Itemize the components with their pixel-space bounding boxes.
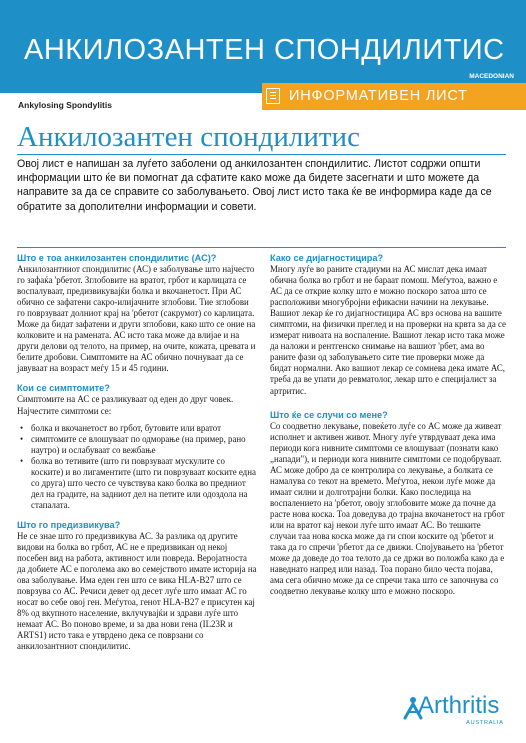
intro-divider <box>17 247 506 248</box>
section-body-what-is-as: Анкилозантниот спондилитис (АС) е заболување што најчесто го зафаќа 'рбетот. Зглобовите на вратот, грбот и карлицата се воспалуваат, предизвикувајќи болка и вкочанетост. При АС обично се зафатени сакро-илијачните зглобови. Тие зглобови го поврзуваат долниот крај на 'рбетот (сакрумот) со карлицата. Може да бидат зафатени и други зглобови, како што се оние на колковите и на рамената. АС исто така може да влијае и на други делови од телото, на пример, на очите, кожата, цревата и белите дробови. Симптомите на АС обично почнуваат да се јавуваат на возраст меѓу 15 и 45 години. <box>17 264 256 374</box>
logo-sub: AUSTRALIA <box>466 720 504 726</box>
title-divider <box>17 154 506 155</box>
section-body-diagnosis: Многу луѓе во раните стадиуми на АС мислат дека имаат обична болка во грбот и не бараат помош. Меѓутоа, важно е АС да се открие колку што е можно поскоро затоа што се расположиви многубројни ефикасни начини на лекување. Вашиот лекар ќе го дијагностицира АС врз основа на вашите симптоми, на физички преглед и на проверки на крвта за да се измерат нивоата на воспаление. Вашиот лекар исто така може да наложи и рентгенско снимање на вашиот 'рбет, ама во раните фази од заболувањето сите тие проверки може да бидат нормални. Ако вашиот лекар се сомнева дека имате АС, треба да ве упати до ревматолог, лекар што е специјалист за артритис. <box>270 264 506 396</box>
language-label: MACEDONIAN <box>469 73 514 80</box>
section-body-prognosis: Со соодветно лекување, повеќето луѓе со АС може да живеат исполнет и активен живот. Многу луѓе утврдуваат дека има периоди кога нивните симптоми се влошуваат (познати како „напади"), и периоди кога нивните симптоми се подобруваат. АС може добро да се контролира со лекување, а болката се намалува со текот на времето. Меѓутоа, некои луѓе може да имаат силни и долготрајни болки. Како последица на воспалението на 'рбетот, овоју зглобовите може да почне да расте нова коска. Тоа доведува до трајна вкочанетост на грбот или на вратот кај некои луѓе што имаат АС. Во тешките случаи таа нова коска може да ги спои коските од 'рбетот и така да го спречи 'рбетот да се движи. Спојувањето на 'рбетот може да доведе до тоа телото да се држи во положба како да е наведнато напред или назад. Тоа порано било честа појава, ама сега обично може да се спречи така што се започнува со соодветно лекување колку што е можно поскоро. <box>270 420 505 597</box>
right-column <box>270 252 506 597</box>
list-item: • болка и вкочанетост во грбот, бутовите или вратот <box>17 423 257 434</box>
list-item: • симптомите се влошуваат по одморање (на пример, рано наутро) и ослабуваат со вежбање <box>17 434 257 456</box>
intro-paragraph: Овој лист е напишан за луѓето заболени од анкилозантен спондилитис. Листот содржи општи информации што ќе ви помогнат да сфатите како може да бидете засегнати и што можете да направите за да се справите со заболувањето. Овој лист исто така ќе ве информира каде да се обратите за дополителни информации и совети. <box>17 158 492 213</box>
section-heading-what-is-as: Што е тоа анкилозантен спондилитис (АС)? <box>17 253 217 263</box>
section-body-causes: Не се знае што го предизвикува АС. За разлика од другите видови на болка во грбот, АС не е предизвикан од некој посебен вид на работа, активност или повреда. Веројатноста да добиете АС е поголема ако во семејството имате историја на ова заболување. Има еден ген што се вика HLA-B27 што се поврзува со АС. Речиси девет од десет луѓе што имаат АС го носат во себе овој ген. Меѓутоа, генот HLA-B27 е присутен кај 8% од вкупното население, вклучувајќи и здрави луѓе што немаат АС. Во поново време, и за два нови гена (IL23R и ARTS1) исто така е утврдено дека се поврзани со анкилозантниот спондилитис. <box>17 530 257 652</box>
page-title: Анкилозантен спондилитис <box>17 121 360 153</box>
section-heading-symptoms: Кои се симптомите? <box>17 383 110 394</box>
symptoms-list <box>17 423 257 511</box>
info-sheet-label: ИНФОРМАТИВЕН ЛИСТ <box>289 88 468 104</box>
english-title: Ankylosing Spondylitis <box>18 100 112 110</box>
section-intro-symptoms: Симптомите на АС се разликуваат од еден до друг човек. Најчестите симптоми се: <box>17 394 234 416</box>
section-heading-prognosis: Што ќе се случи со мене? <box>270 409 388 420</box>
info-sheet-tab <box>262 83 526 110</box>
section-heading-diagnosis: Како се дијагностицира? <box>270 253 384 263</box>
left-column <box>17 252 257 652</box>
arthritis-australia-logo <box>400 690 510 732</box>
header-banner <box>0 0 526 93</box>
list-item: • болка во тетивите (што ги поврзуваат мускулите со коските) и во лигаментите (што ги поврзуваат коските една со друга) што често се чувствува како болка во предниот дел на градите, на задниот дел на петите или одоздола на стапалата. <box>17 456 257 511</box>
banner-title: АНКИЛОЗАНТЕН СПОНДИЛИТИС <box>24 34 505 66</box>
document-icon <box>266 88 280 104</box>
section-heading-causes: Што го предизвикува? <box>17 519 121 530</box>
logo-name: Arthritis <box>418 692 500 719</box>
